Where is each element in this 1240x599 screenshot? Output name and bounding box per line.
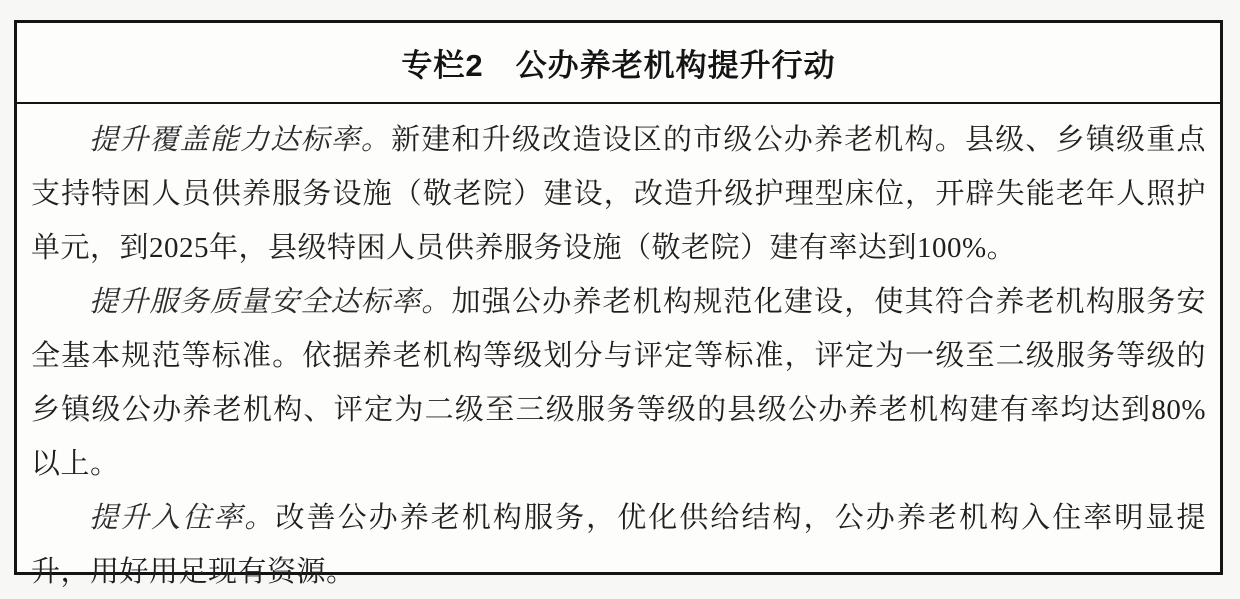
paragraph-service-quality [31, 275, 1206, 491]
paragraph-coverage [31, 113, 1206, 275]
paragraph-coverage-lead: 提升覆盖能力达标率。 [89, 124, 392, 156]
paragraph-service-quality-lead: 提升服务质量安全达标率。 [89, 286, 452, 318]
paragraph-service-quality-text: 加强公办养老机构规范化建设，使其符合养老机构服务安全基本规范等标准。依据养老机构等级划分与评定等标准，评定为一级至二级服务等级的乡镇级公办养老机构、评定为二级至三级服务等级的县级公办养老机构建有率均达到80%以上。 [31, 286, 1206, 480]
callout-box-header [17, 23, 1220, 104]
callout-box-title: 专栏2 公办养老机构提升行动 [401, 48, 836, 83]
callout-box [14, 20, 1223, 588]
paragraph-occupancy [31, 491, 1206, 599]
paragraph-occupancy-lead: 提升入住率。 [89, 502, 276, 534]
callout-box-body [17, 104, 1220, 599]
paragraph-occupancy-text: 改善公办养老机构服务，优化供给结构，公办养老机构入住率明显提升，用好用足现有资源。 [31, 502, 1206, 588]
paragraph-coverage-text: 新建和升级改造设区的市级公办养老机构。县级、乡镇级重点支持特困人员供养服务设施（敬老院）建设，改造升级护理型床位，开辟失能老年人照护单元，到2025年，县级特困人员供养服务设施（敬老院）建有率达到100%。 [31, 124, 1206, 264]
